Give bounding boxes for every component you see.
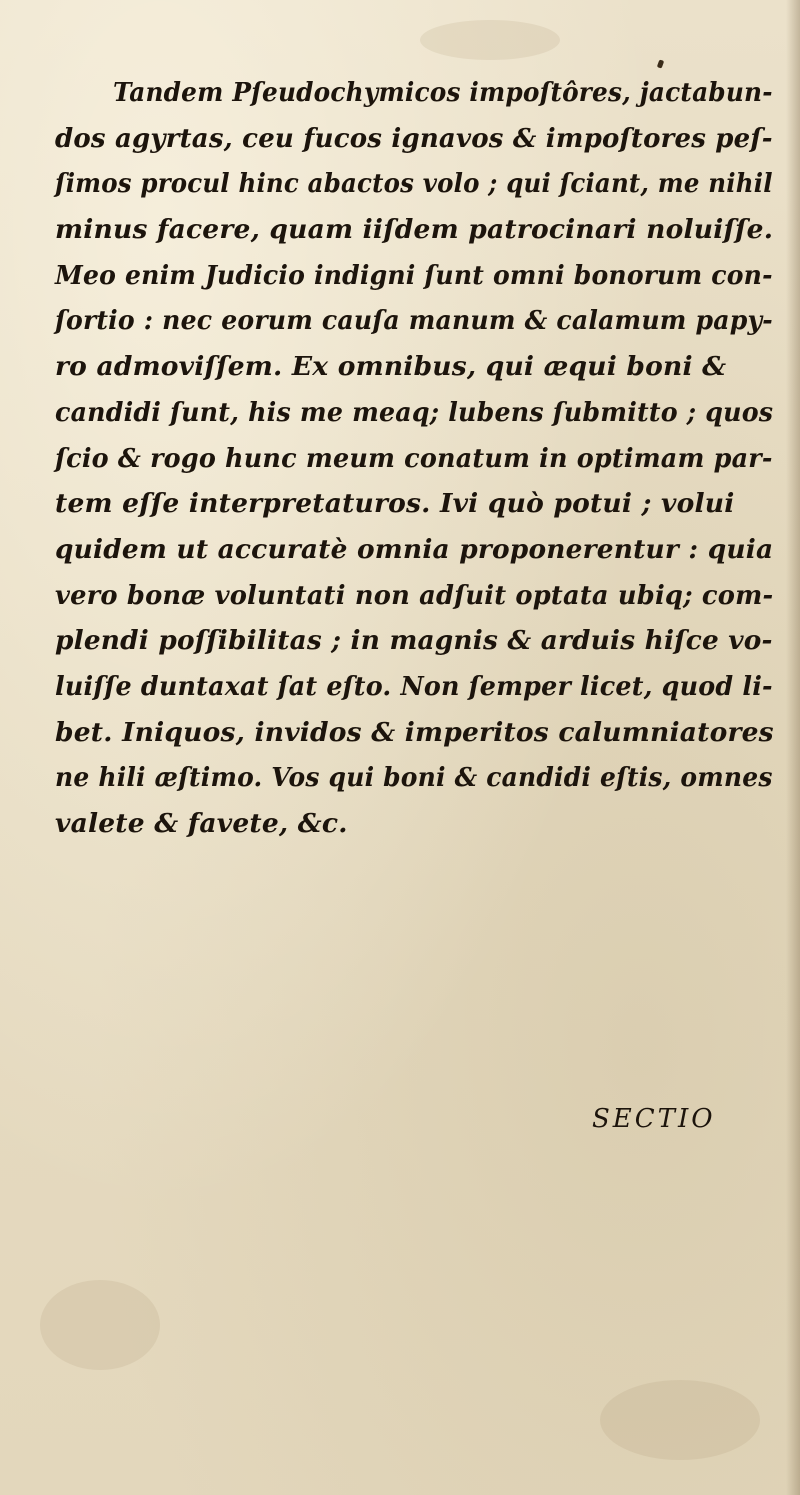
text-line: candidi ſunt, his me meaq; lubens ſubmitto ; quos [55,396,774,428]
paper-stain [420,20,560,60]
text-line: tem eſſe interpretaturos. Ivi quò potui ; volui [55,488,735,520]
catchword: SECTIO [592,1104,716,1134]
text-line: vero bonæ voluntati non adſuit optata ubiq; com- [55,579,774,611]
text-line: dos agyrtas, ceu fucos ignavos & impoſtores peſ- [55,122,773,154]
text-line: Meo enim Judicio indigni ſunt omni bonorum con- [55,259,773,291]
text-line: Tandem Pſeudochymicos impoſtôres, jactabun- [112,77,773,108]
text-line: bet. Iniquos, invidos & imperitos calumniatores [55,716,774,748]
text-line: ſimos procul hinc abactos volo ; qui ſciant, me nihil [55,168,773,200]
text-line: ſcio & rogo hunc meum conatum in optimam par- [55,442,773,474]
paper-stain [40,1280,160,1370]
ink-mark [657,59,664,68]
text-line: ne hili æſtimo. Vos qui boni & candidi eſtis, omnes [55,762,773,794]
text-line: valete & favete, &c. [55,808,348,839]
text-line: luiſſe duntaxat ſat eſto. Non ſemper licet, quod li- [55,670,773,702]
body-paragraph [55,70,775,847]
page-edge-shadow [786,0,800,1495]
paper-stain [600,1380,760,1460]
text-line: quidem ut accuratè omnia proponerentur : quia [55,533,774,565]
text-line: plendi poſſibilitas ; in magnis & arduis hiſce vo- [55,625,773,657]
text-line: minus facere, quam iiſdem patrocinari noluiſſe. [55,214,774,246]
text-line: ſortio : nec eorum cauſa manum & calamum papy- [55,305,773,337]
text-line: ro admoviſſem. Ex omnibus, qui æqui boni & [55,351,727,383]
